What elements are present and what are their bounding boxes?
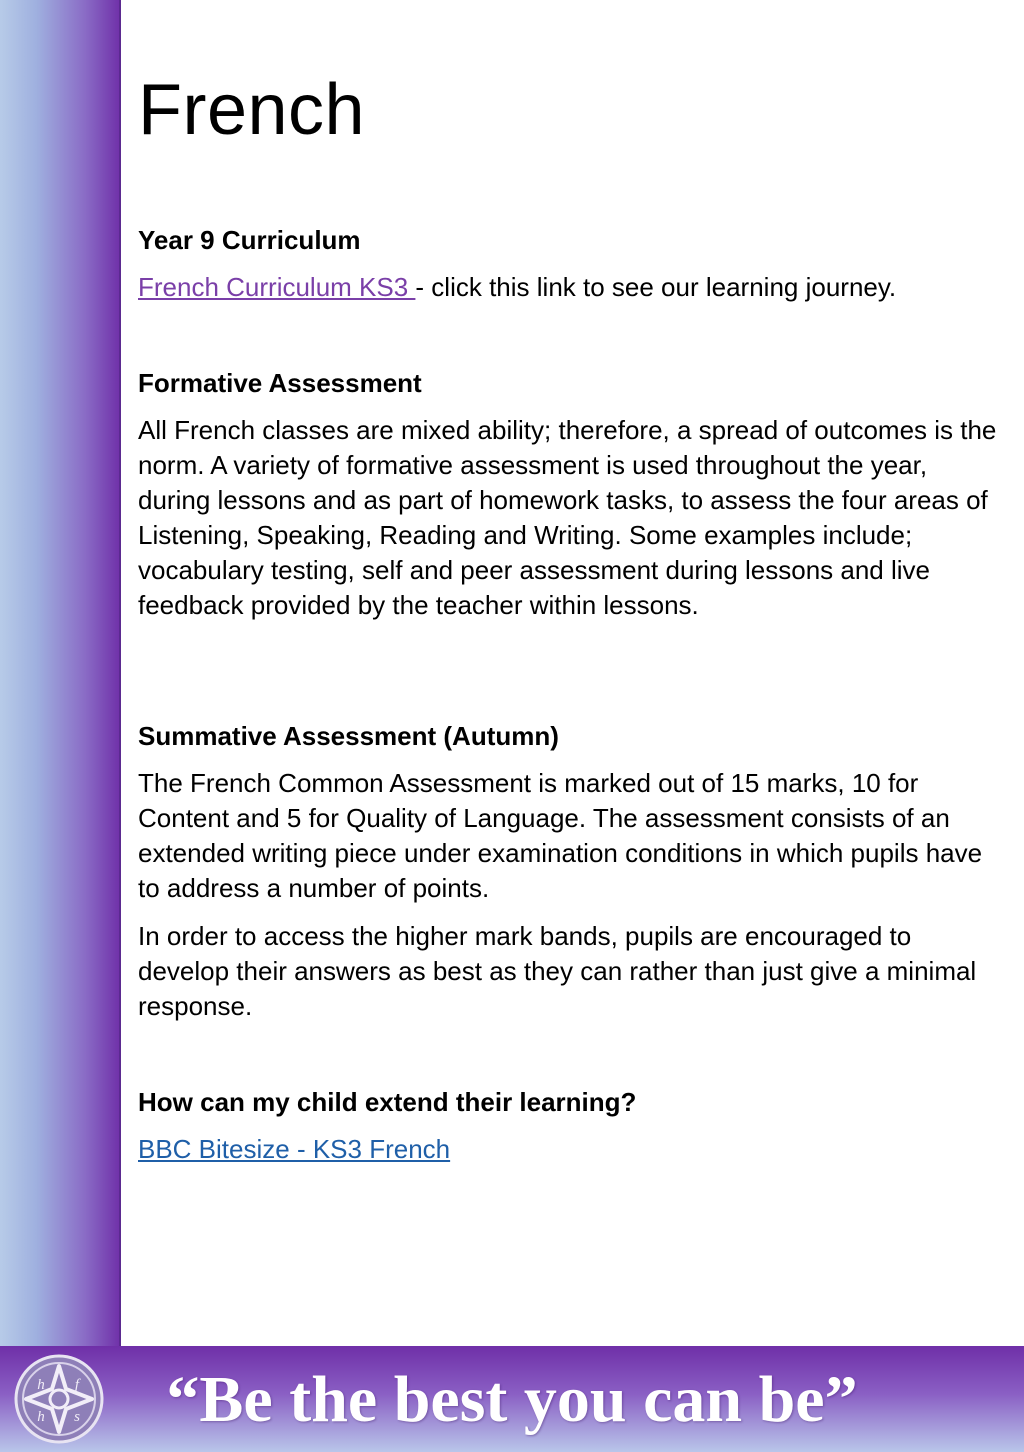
school-motto: “Be the best you can be” <box>166 1363 858 1436</box>
formative-body: All French classes are mixed ability; therefore, a spread of outcomes is the norm. A variety of formative assessment is used throughout the year, during lessons and as part of homework tasks, to assess the four areas of Listening, Speaking, Reading and Writing. Some examples include; vocabulary testing, self and peer assessment during lessons and live feedback provided by the teacher within lessons. <box>138 415 997 620</box>
bbc-bitesize-link[interactable]: BBC Bitesize - KS3 French <box>138 1134 451 1164</box>
summative-heading: Summative Assessment (Autumn) <box>138 721 559 751</box>
curriculum-line <box>138 270 1004 305</box>
extend-link-line <box>138 1132 1004 1167</box>
sidebar-edge <box>119 0 121 1346</box>
summative-body-1: The French Common Assessment is marked out of 15 marks, 10 for Content and 5 for Quality of Language. The assessment consists of an extended writing piece under examination conditions in which pupils have to address a number of points. <box>138 768 983 903</box>
crest-letter-3: h <box>37 1409 45 1425</box>
formative-heading: Formative Assessment <box>138 368 422 398</box>
curriculum-heading: Year 9 Curriculum <box>138 225 361 255</box>
footer-banner <box>0 1346 1024 1452</box>
page-title: French <box>138 70 366 150</box>
french-curriculum-link[interactable]: French Curriculum KS3 <box>138 272 416 302</box>
crest-letter-4: s <box>74 1409 80 1425</box>
crest-letter-1: h <box>37 1377 45 1393</box>
decorative-sidebar <box>0 0 121 1346</box>
extend-heading: How can my child extend their learning? <box>138 1087 637 1117</box>
summative-body-2: In order to access the higher mark bands, pupils are encouraged to develop their answers as best as they can rather than just give a minimal response. <box>138 921 977 1021</box>
crest-letter-2: f <box>74 1377 80 1393</box>
curriculum-link-suffix: - click this link to see our learning journey. <box>415 272 897 302</box>
